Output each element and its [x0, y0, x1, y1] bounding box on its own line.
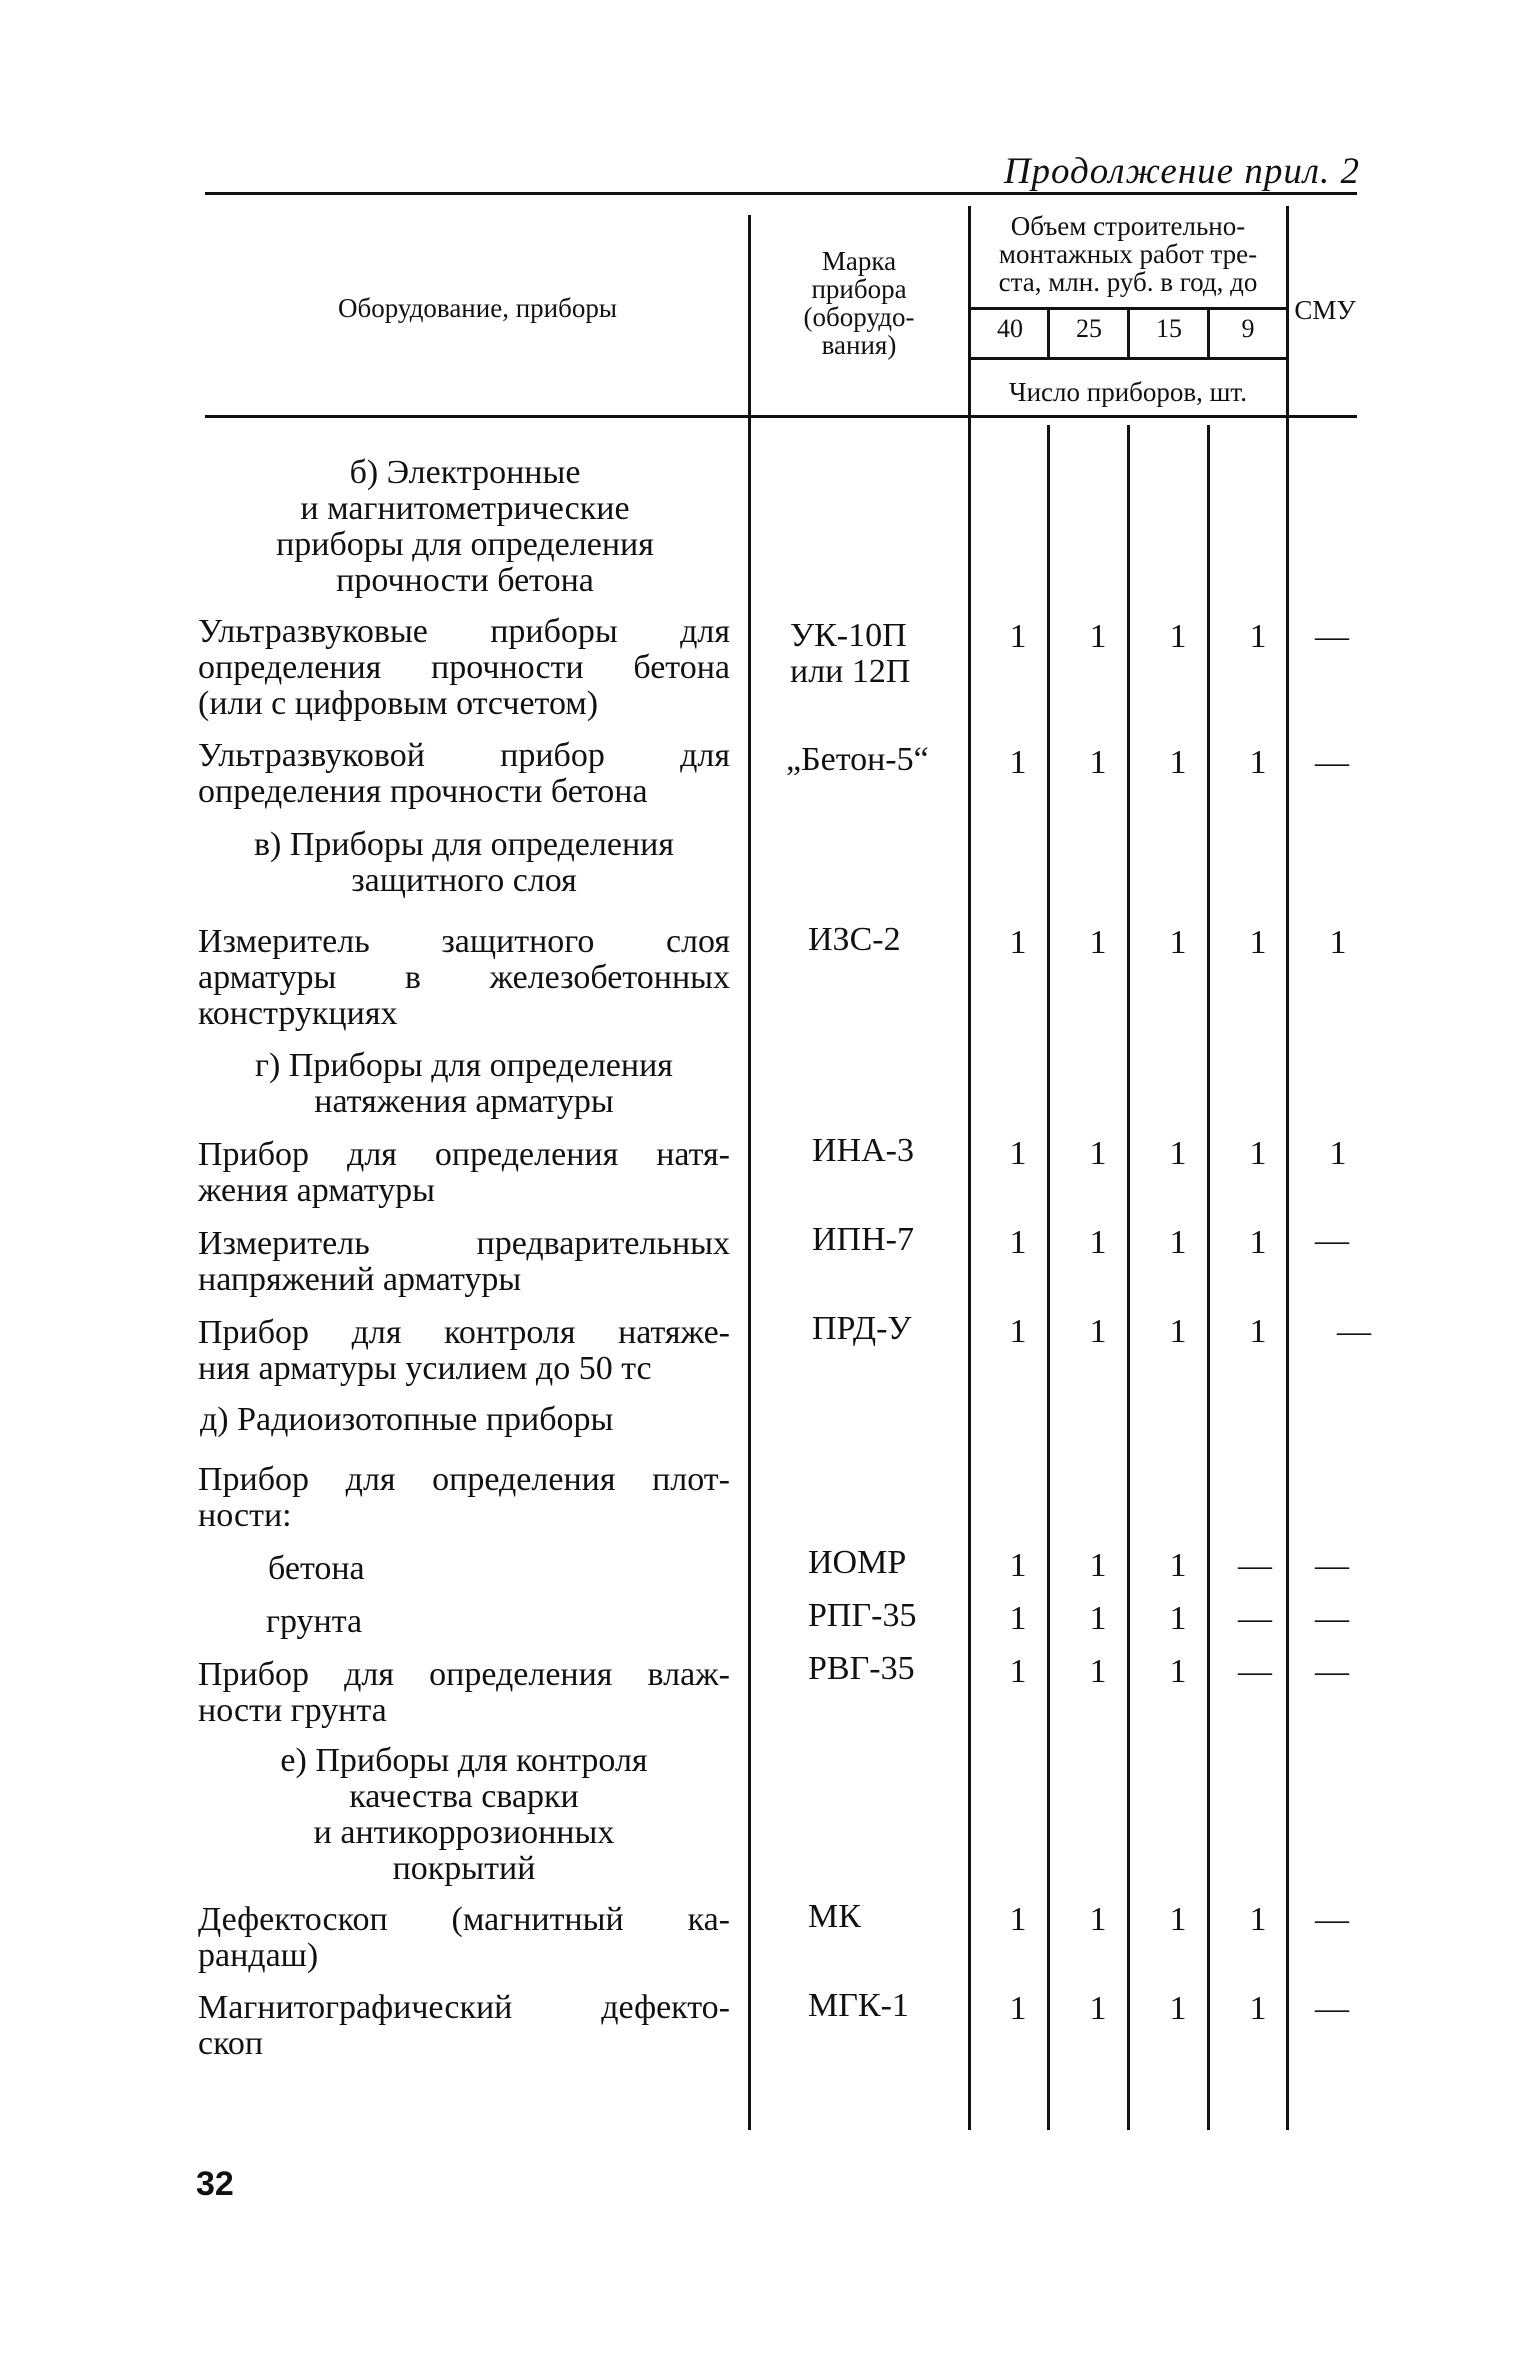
row-9-v15: 1 — [1169, 1600, 1187, 1637]
row-11-v9: 1 — [1249, 1901, 1267, 1938]
row-2-v15: 1 — [1169, 744, 1187, 781]
row-12-smu: — — [1315, 1990, 1349, 2027]
row-1-v25: 1 — [1089, 618, 1107, 655]
row-5-name-line-2: напряжений арматуры — [198, 1261, 522, 1298]
section-e-line-3: и антикоррозионных — [313, 1814, 615, 1851]
section-g-heading — [198, 1048, 730, 1120]
row-8-smu: — — [1315, 1547, 1349, 1584]
section-b-line-4: прочности бетона — [336, 562, 594, 599]
row-10-mark: РВГ-35 — [808, 1650, 915, 1687]
row-1-name-line-3: (или с цифровым отсчетом) — [198, 685, 599, 722]
header-volume-line-1: Объем строительно- — [1010, 211, 1246, 241]
section-g-line-2: натяжения арматуры — [314, 1083, 614, 1120]
row-11-name — [198, 1902, 730, 1974]
row-5-v25: 1 — [1089, 1224, 1107, 1261]
row-4-mark: ИНА-3 — [812, 1132, 914, 1169]
row-1-mark-line-2: или 12П — [790, 653, 911, 690]
row-1-v9: 1 — [1249, 618, 1267, 655]
col-divider-smu — [1286, 206, 1289, 2130]
section-v-heading — [198, 827, 730, 899]
row-10-name-line-1: Прибор для определения влаж- — [198, 1656, 730, 1693]
row-3-v9: 1 — [1249, 924, 1267, 961]
row-3-name-line-1: Измеритель защитного слоя — [198, 923, 730, 960]
section-v-line-1: в) Приборы для определения — [254, 826, 674, 863]
row-5-mark: ИПН-7 — [812, 1221, 914, 1258]
row-5-v15: 1 — [1169, 1224, 1187, 1261]
row-3-v40: 1 — [1009, 924, 1027, 961]
row-1-mark — [790, 618, 960, 690]
header-equipment: Оборудование, приборы — [338, 293, 617, 323]
row-10-v15: 1 — [1169, 1653, 1187, 1690]
row-7-name-line-1: Прибор для определения плот- — [198, 1461, 730, 1498]
row-9-name: грунта — [266, 1603, 363, 1640]
row-1-name-line-1: Ультразвуковые приборы для — [198, 613, 730, 650]
header-volume — [970, 212, 1286, 296]
header-mark-line-1: Марка — [821, 246, 897, 276]
row-2-name-line-2: определения прочности бетона — [198, 773, 648, 810]
header-mark-line-3: (оборудо- — [803, 302, 915, 332]
row-7-name-line-2: ности: — [198, 1497, 292, 1534]
page-number: 32 — [196, 2165, 234, 2203]
header-smu: СМУ — [1294, 295, 1356, 325]
header-volume-40: 40 — [997, 314, 1023, 343]
section-b-line-3: приборы для определения — [276, 526, 654, 563]
row-2-v9: 1 — [1249, 744, 1267, 781]
row-4-v25: 1 — [1089, 1135, 1107, 1172]
body-divider-9 — [1207, 425, 1210, 2130]
row-3-name — [198, 924, 730, 1032]
section-e-line-4: покрытий — [392, 1850, 536, 1887]
row-12-v25: 1 — [1089, 1990, 1107, 2027]
row-1-smu: — — [1315, 618, 1349, 655]
row-5-v9: 1 — [1249, 1224, 1267, 1261]
row-3-v25: 1 — [1089, 924, 1107, 961]
row-12-name-line-1: Магнитографический дефекто- — [198, 1989, 730, 2026]
header-bottom-rule — [205, 415, 1357, 418]
row-4-v15: 1 — [1169, 1135, 1187, 1172]
row-11-mark: МК — [808, 1898, 861, 1935]
header-mark-line-2: прибора — [811, 274, 907, 304]
header-volume-25: 25 — [1076, 314, 1102, 343]
row-3-v15: 1 — [1169, 924, 1187, 961]
row-11-v25: 1 — [1089, 1901, 1107, 1938]
row-6-v40: 1 — [1009, 1313, 1027, 1350]
row-3-smu: 1 — [1329, 924, 1347, 961]
row-11-name-line-1: Дефектоскоп (магнитный ка- — [198, 1901, 730, 1938]
table-top-rule — [205, 192, 1357, 195]
row-6-smu: — — [1337, 1313, 1371, 1350]
row-2-v40: 1 — [1009, 744, 1027, 781]
row-10-smu: — — [1315, 1653, 1349, 1690]
row-10-name — [198, 1657, 730, 1729]
row-11-v40: 1 — [1009, 1901, 1027, 1938]
row-8-v40: 1 — [1009, 1547, 1027, 1584]
row-9-v40: 1 — [1009, 1600, 1027, 1637]
volume-values-rule — [968, 357, 1286, 360]
row-7-name — [198, 1462, 730, 1534]
row-6-name — [198, 1315, 730, 1387]
row-3-mark: ИЗС-2 — [808, 921, 901, 958]
row-8-v15: 1 — [1169, 1547, 1187, 1584]
row-9-v9: — — [1238, 1600, 1272, 1637]
header-volume-15: 15 — [1156, 314, 1182, 343]
row-11-v15: 1 — [1169, 1901, 1187, 1938]
row-3-name-line-2: арматуры в железобетонных — [198, 959, 730, 996]
row-3-name-line-3: конструкциях — [198, 995, 398, 1032]
row-8-v9: — — [1238, 1547, 1272, 1584]
col-divider-mark — [968, 206, 971, 2130]
row-6-mark: ПРД-У — [812, 1310, 912, 1347]
row-10-name-line-2: ности грунта — [198, 1692, 387, 1729]
row-8-v25: 1 — [1089, 1547, 1107, 1584]
row-6-v9: 1 — [1249, 1313, 1267, 1350]
section-b-line-1: б) Электронные — [349, 454, 581, 491]
header-mark — [752, 247, 966, 359]
row-1-v40: 1 — [1009, 618, 1027, 655]
header-volume-9: 9 — [1241, 314, 1255, 343]
row-12-v15: 1 — [1169, 1990, 1187, 2027]
row-2-name — [198, 738, 730, 810]
row-12-name-line-2: скоп — [198, 2025, 264, 2062]
row-11-smu: — — [1315, 1901, 1349, 1938]
row-6-v15: 1 — [1169, 1313, 1187, 1350]
row-4-smu: 1 — [1329, 1135, 1347, 1172]
section-b-line-2: и магнитометрические — [300, 490, 630, 527]
row-5-name — [198, 1226, 730, 1298]
body-divider-15 — [1127, 425, 1130, 2130]
row-12-name — [198, 1990, 730, 2062]
section-e-line-2: качества сварки — [349, 1778, 579, 1815]
body-divider-25 — [1047, 425, 1050, 2130]
row-5-v40: 1 — [1009, 1224, 1027, 1261]
row-10-v25: 1 — [1089, 1653, 1107, 1690]
section-v-line-2: защитного слоя — [351, 862, 577, 899]
section-e-line-1: е) Приборы для контроля — [280, 1742, 648, 1779]
row-10-v40: 1 — [1009, 1653, 1027, 1690]
row-1-name — [198, 614, 730, 722]
row-6-v25: 1 — [1089, 1313, 1107, 1350]
row-5-smu: — — [1315, 1222, 1349, 1259]
row-2-name-line-1: Ультразвуковой прибор для — [198, 737, 730, 774]
col-divider-25 — [1047, 307, 1050, 357]
section-g-line-1: г) Приборы для определения — [255, 1047, 673, 1084]
row-12-v9: 1 — [1249, 1990, 1267, 2027]
section-b-heading — [200, 455, 730, 599]
row-8-mark: ИОМР — [808, 1544, 907, 1581]
row-4-name-line-2: жения арматуры — [198, 1172, 435, 1209]
row-4-name-line-1: Прибор для определения натя- — [198, 1136, 730, 1173]
row-4-name — [198, 1137, 730, 1209]
row-9-mark: РПГ-35 — [808, 1597, 917, 1634]
row-10-v9: — — [1238, 1653, 1272, 1690]
row-8-name: бетона — [268, 1550, 365, 1587]
row-12-mark: МГК-1 — [808, 1987, 909, 2024]
row-1-name-line-2: определения прочности бетона — [198, 649, 730, 686]
header-mark-line-4: вания) — [821, 330, 897, 360]
row-4-v40: 1 — [1009, 1135, 1027, 1172]
row-6-name-line-2: ния арматуры усилием до 50 тс — [198, 1350, 652, 1387]
row-5-name-line-1: Измеритель предварительных — [198, 1225, 730, 1262]
row-6-name-line-1: Прибор для контроля натяже- — [198, 1314, 730, 1351]
row-1-v15: 1 — [1169, 618, 1187, 655]
row-11-name-line-2: рандаш) — [198, 1937, 319, 1974]
header-volume-line-3: ста, млн. руб. в год, до — [998, 267, 1258, 297]
row-2-smu: — — [1315, 744, 1349, 781]
col-divider-9 — [1207, 307, 1210, 357]
section-e-heading — [198, 1743, 730, 1887]
col-divider-equipment — [748, 215, 751, 2130]
row-1-mark-line-1: УК-10П — [790, 617, 907, 654]
row-2-v25: 1 — [1089, 744, 1107, 781]
continuation-label: Продолжение прил. 2 — [1003, 151, 1360, 192]
col-divider-15 — [1127, 307, 1130, 357]
row-12-v40: 1 — [1009, 1990, 1027, 2027]
row-2-mark: „Бетон-5“ — [786, 741, 929, 778]
header-count: Число приборов, шт. — [1009, 377, 1247, 407]
row-4-v9: 1 — [1249, 1135, 1267, 1172]
section-d-heading: д) Радиоизотопные приборы — [200, 1401, 614, 1438]
row-9-v25: 1 — [1089, 1600, 1107, 1637]
row-9-smu: — — [1315, 1600, 1349, 1637]
header-volume-line-2: монтажных работ тре- — [998, 239, 1258, 269]
